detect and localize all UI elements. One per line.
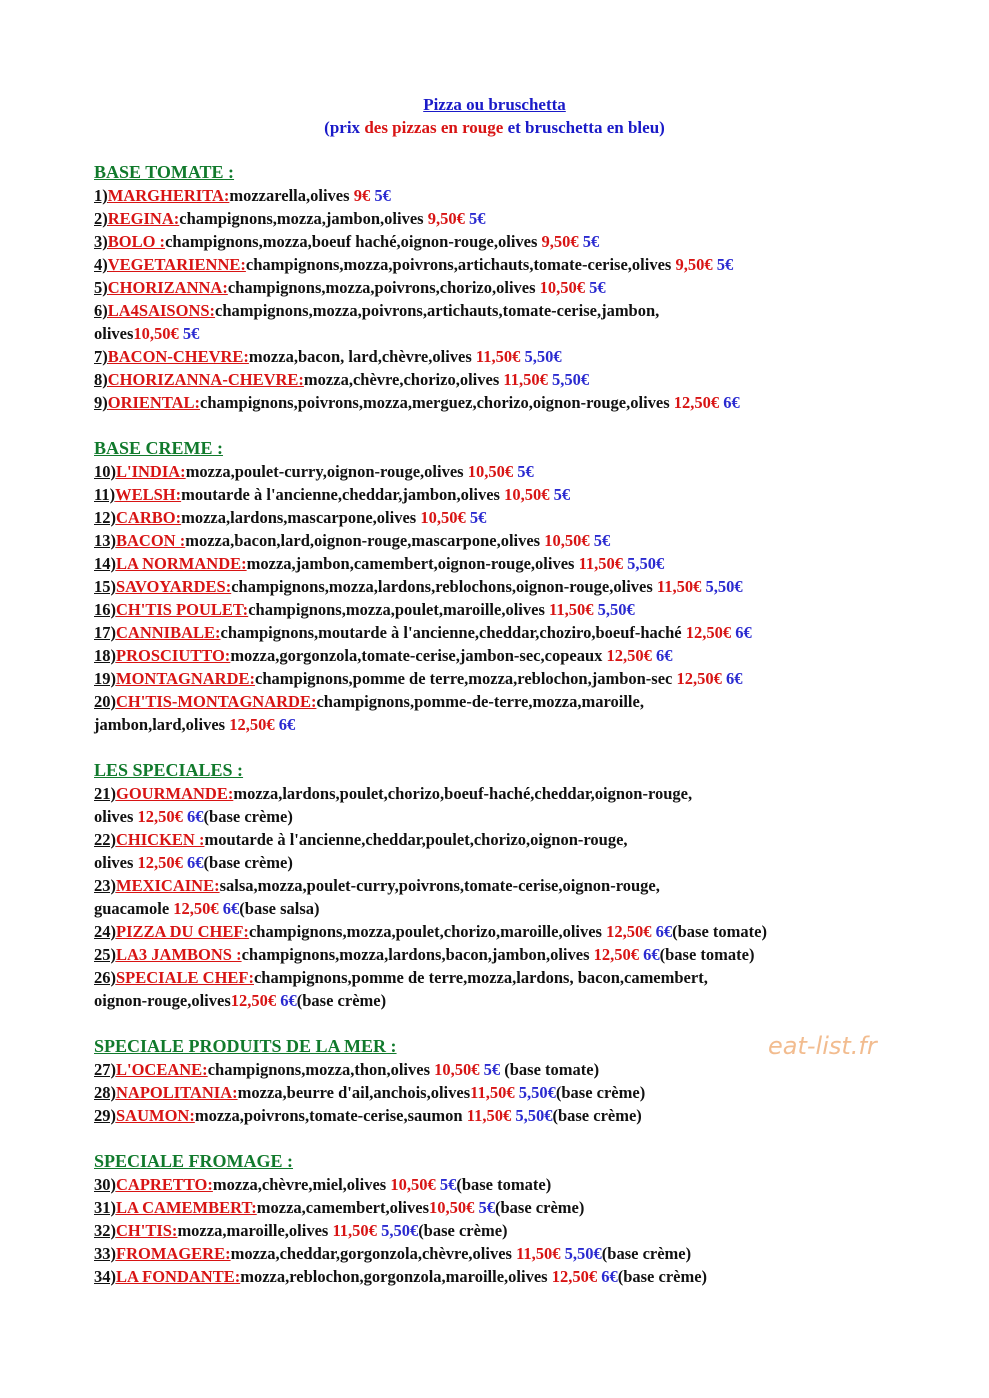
item-name: CARBO:	[116, 508, 182, 527]
menu-item	[94, 207, 954, 230]
price-pizza: 11,50€	[466, 1106, 512, 1125]
item-name: MONTAGNARDE:	[116, 669, 256, 688]
item-name: CAPRETTO:	[116, 1175, 213, 1194]
price-pizza: 10,50€	[544, 531, 590, 550]
price-pizza: 12,50€	[173, 899, 219, 918]
menu-item	[94, 1219, 954, 1242]
item-ingredients: mozza,poivrons,tomate-cerise,saumon	[194, 1106, 467, 1125]
menu-item	[94, 552, 954, 575]
item-ingredients: mozza,bacon,lard,oignon-rouge,mascarpone,olives	[185, 531, 545, 550]
item-ingredients: champignons,mozza,thon,olives	[207, 1060, 435, 1079]
menu-section	[94, 1150, 954, 1288]
price-bruschetta: 6€	[222, 899, 240, 918]
price-pizza: 12,50€	[137, 807, 183, 826]
item-ingredients-continued: olives	[94, 807, 138, 826]
item-number: 10)	[94, 462, 116, 481]
item-ingredients-continued: oignon-rouge,olives	[94, 991, 231, 1010]
price-bruschetta: 6€	[601, 1267, 618, 1286]
item-number: 8)	[94, 370, 108, 389]
item-number: 33)	[94, 1244, 116, 1263]
item-base: (base tomate)	[500, 1060, 600, 1079]
menu-item-continuation	[94, 897, 954, 920]
item-number: 27)	[94, 1060, 116, 1079]
price-bruschetta: 6€	[187, 807, 204, 826]
item-base: (base crème)	[601, 1244, 692, 1263]
item-base: (base crème)	[555, 1083, 646, 1102]
price-bruschetta: 6€	[656, 646, 673, 665]
price-pizza: 11,50€	[475, 347, 521, 366]
price-bruschetta: 5€	[589, 278, 606, 297]
item-name: GOURMANDE:	[116, 784, 234, 803]
menu-item-continuation	[94, 805, 954, 828]
item-name: BACON-CHEVRE:	[107, 347, 249, 366]
price-bruschetta: 5,50€	[627, 554, 665, 573]
menu-item	[94, 1173, 954, 1196]
item-number: 32)	[94, 1221, 116, 1240]
item-ingredients: champignons,pomme de terre,mozza,lardons, bacon,camembert,	[253, 968, 708, 987]
item-number: 17)	[94, 623, 116, 642]
item-name: REGINA:	[107, 209, 180, 228]
item-name: CHORIZANNA-CHEVRE:	[107, 370, 304, 389]
item-ingredients: champignons,mozza,poivrons,artichauts,tomate-cerise,olives	[245, 255, 676, 274]
price-pizza: 12,50€	[606, 646, 652, 665]
item-name: CH'TIS:	[116, 1221, 178, 1240]
item-name: CANNIBALE:	[116, 623, 221, 642]
item-name: LA NORMANDE:	[116, 554, 247, 573]
item-base: (base crème)	[617, 1267, 708, 1286]
item-name: BOLO :	[107, 232, 166, 251]
price-pizza: 12,50€	[606, 922, 652, 941]
item-ingredients: mozza,lardons,poulet,chorizo,boeuf-haché,cheddar,oignon-rouge,	[233, 784, 693, 803]
menu-item	[94, 368, 954, 391]
item-number: 21)	[94, 784, 116, 803]
item-ingredients: moutarde à l'ancienne,cheddar,jambon,olives	[181, 485, 505, 504]
item-name: BACON :	[116, 531, 186, 550]
price-pizza: 10,50€	[133, 324, 179, 343]
menu-item	[94, 299, 954, 322]
item-name: PROSCIUTTO:	[116, 646, 231, 665]
price-pizza: 12,50€	[230, 991, 277, 1010]
item-number: 30)	[94, 1175, 116, 1194]
price-pizza: 12,50€	[673, 393, 720, 412]
menu-item	[94, 230, 954, 253]
menu-item	[94, 943, 954, 966]
item-number: 15)	[94, 577, 116, 596]
price-pizza: 12,50€	[551, 1267, 598, 1286]
section-title: SPECIALE FROMAGE :	[94, 1151, 294, 1171]
price-pizza: 12,50€	[229, 715, 275, 734]
subtitle-red-part: des pizzas en rouge	[364, 118, 504, 137]
menu-item	[94, 1196, 954, 1219]
price-pizza: 11,50€	[503, 370, 548, 389]
subtitle-blue-part: bruschetta en bleu	[525, 118, 660, 137]
price-bruschetta: 6€	[187, 853, 204, 872]
menu-item-continuation	[94, 322, 954, 345]
item-name: CH'TIS-MONTAGNARDE:	[116, 692, 317, 711]
item-ingredients: champignons,mozza,poivrons,chorizo,olives	[227, 278, 540, 297]
price-bruschetta: 5€	[716, 255, 734, 274]
menu-subtitle	[0, 116, 989, 140]
price-bruschetta: 5,50€	[551, 370, 590, 389]
menu-item	[94, 667, 954, 690]
subtitle-and: et	[503, 118, 526, 137]
menu-item	[94, 1081, 954, 1104]
item-ingredients: mozza,camembert,olives	[256, 1198, 430, 1217]
item-name: CHICKEN :	[116, 830, 205, 849]
price-pizza: 10,50€	[390, 1175, 436, 1194]
menu-item	[94, 529, 954, 552]
price-bruschetta: 5,50€	[705, 577, 743, 596]
price-bruschetta: 5,50€	[524, 347, 562, 366]
menu-item	[94, 966, 954, 989]
item-number: 26)	[94, 968, 116, 987]
menu-section	[94, 437, 954, 736]
item-number: 20)	[94, 692, 116, 711]
menu-item	[94, 920, 954, 943]
item-number: 3)	[94, 232, 108, 251]
menu-content	[94, 161, 954, 1311]
menu-item	[94, 1058, 954, 1081]
item-base: (base tomate)	[672, 922, 767, 941]
menu-item	[94, 874, 954, 897]
item-name: CH'TIS POULET:	[116, 600, 249, 619]
item-number: 22)	[94, 830, 116, 849]
item-ingredients: salsa,mozza,poulet-curry,poivrons,tomate-cerise,oignon-rouge,	[219, 876, 660, 895]
item-ingredients: champignons,mozza,boeuf haché,oignon-rouge,olives	[165, 232, 542, 251]
price-pizza: 11,50€	[516, 1244, 561, 1263]
item-name: CHORIZANNA:	[107, 278, 228, 297]
menu-item-continuation	[94, 713, 954, 736]
price-pizza: 12,50€	[137, 853, 183, 872]
subtitle-close: )	[659, 118, 665, 137]
item-name: FROMAGERE:	[116, 1244, 231, 1263]
menu-header	[0, 94, 989, 140]
menu-title: Pizza ou bruschetta	[423, 95, 566, 114]
menu-item	[94, 575, 954, 598]
price-bruschetta: 6€	[655, 922, 673, 941]
section-title: SPECIALE PRODUITS DE LA MER :	[94, 1036, 397, 1056]
item-name: WELSH:	[115, 485, 182, 504]
price-pizza: 10,50€	[467, 462, 514, 481]
item-number: 5)	[94, 278, 108, 297]
price-pizza: 10,50€	[434, 1060, 480, 1079]
item-name: LA3 JAMBONS :	[116, 945, 242, 964]
item-number: 31)	[94, 1198, 116, 1217]
item-ingredients: mozza,gorgonzola,tomate-cerise,jambon-sec,copeaux	[230, 646, 607, 665]
item-number: 24)	[94, 922, 116, 941]
item-ingredients: champignons,moutarde à l'ancienne,cheddar,choziro,boeuf-haché	[220, 623, 686, 642]
menu-item	[94, 1265, 954, 1288]
item-ingredients: champignons,pomme-de-terre,mozza,maroille,	[316, 692, 644, 711]
item-ingredients: moutarde à l'ancienne,cheddar,poulet,chorizo,oignon-rouge,	[204, 830, 628, 849]
item-name: SPECIALE CHEF:	[116, 968, 254, 987]
menu-item	[94, 782, 954, 805]
item-base: (base crème)	[495, 1198, 585, 1217]
item-number: 34)	[94, 1267, 116, 1286]
item-ingredients: mozza,jambon,camembert,oignon-rouge,olives	[246, 554, 579, 573]
price-pizza: 9,50€	[541, 232, 579, 251]
price-bruschetta: 6€	[726, 669, 743, 688]
menu-item	[94, 598, 954, 621]
price-bruschetta: 5€	[439, 1175, 457, 1194]
item-name: L'INDIA:	[116, 462, 186, 481]
price-bruschetta: 5€	[468, 209, 486, 228]
item-ingredients: champignons,mozza,lardons,reblochons,oignon-rouge,olives	[231, 577, 657, 596]
item-number: 11)	[94, 485, 116, 504]
item-base: (base crème)	[418, 1221, 508, 1240]
menu-section	[94, 759, 954, 1012]
item-base: (base crème)	[203, 807, 293, 826]
section-title: BASE TOMATE :	[94, 162, 235, 182]
price-bruschetta: 5€	[182, 324, 200, 343]
item-ingredients: champignons,poivrons,mozza,merguez,chorizo,oignon-rouge,olives	[200, 393, 674, 412]
item-number: 19)	[94, 669, 116, 688]
item-number: 13)	[94, 531, 116, 550]
item-ingredients: mozza,chèvre,chorizo,olives	[303, 370, 504, 389]
price-pizza: 11,50€	[332, 1221, 377, 1240]
item-name: L'OCEANE:	[116, 1060, 208, 1079]
price-bruschetta: 6€	[643, 945, 660, 964]
price-bruschetta: 6€	[735, 623, 752, 642]
item-name: MARGHERITA:	[107, 186, 230, 205]
item-ingredients-continued: jambon,lard,olives	[94, 715, 230, 734]
price-bruschetta: 5,50€	[518, 1083, 556, 1102]
item-base: (base salsa)	[239, 899, 320, 918]
menu-item	[94, 483, 954, 506]
item-name: NAPOLITANIA:	[116, 1083, 238, 1102]
price-bruschetta: 5,50€	[597, 600, 635, 619]
price-bruschetta: 5€	[483, 1060, 501, 1079]
price-bruschetta: 5,50€	[381, 1221, 419, 1240]
item-base: (base crème)	[203, 853, 293, 872]
menu-item	[94, 1242, 954, 1265]
item-number: 1)	[94, 186, 108, 205]
item-name: MEXICAINE:	[116, 876, 220, 895]
item-ingredients: mozza,beurre d'ail,anchois,olives	[237, 1083, 471, 1102]
price-bruschetta: 5€	[582, 232, 600, 251]
price-bruschetta: 6€	[280, 991, 297, 1010]
item-number: 2)	[94, 209, 108, 228]
price-bruschetta: 5€	[478, 1198, 496, 1217]
item-ingredients: champignons,mozza,poulet,maroille,olives	[248, 600, 549, 619]
item-number: 28)	[94, 1083, 116, 1102]
item-number: 7)	[94, 347, 108, 366]
price-pizza: 12,50€	[676, 669, 722, 688]
price-pizza: 11,50€	[656, 577, 702, 596]
price-pizza: 11,50€	[470, 1083, 515, 1102]
price-pizza: 10,50€	[539, 278, 586, 297]
item-number: 14)	[94, 554, 116, 573]
item-number: 6)	[94, 301, 108, 320]
price-pizza: 12,50€	[685, 623, 732, 642]
item-ingredients: mozza,poulet-curry,oignon-rouge,olives	[185, 462, 468, 481]
menu-item	[94, 828, 954, 851]
item-name: LA FONDANTE:	[116, 1267, 241, 1286]
item-ingredients-continued: olives	[94, 853, 138, 872]
item-ingredients: champignons,mozza,jambon,olives	[179, 209, 428, 228]
item-number: 18)	[94, 646, 116, 665]
price-bruschetta: 5€	[469, 508, 487, 527]
item-name: LA4SAISONS:	[107, 301, 216, 320]
item-number: 25)	[94, 945, 116, 964]
section-title: LES SPECIALES :	[94, 760, 244, 780]
price-pizza: 10,50€	[429, 1198, 475, 1217]
menu-item	[94, 345, 954, 368]
item-name: PIZZA DU CHEF:	[116, 922, 249, 941]
price-pizza: 10,50€	[504, 485, 550, 504]
item-ingredients: mozza,cheddar,gorgonzola,chèvre,olives	[230, 1244, 517, 1263]
item-ingredients: champignons,mozza,lardons,bacon,jambon,olives	[241, 945, 594, 964]
item-name: LA CAMEMBERT:	[116, 1198, 257, 1217]
item-number: 12)	[94, 508, 116, 527]
item-number: 29)	[94, 1106, 116, 1125]
item-ingredients: mozza,chèvre,miel,olives	[212, 1175, 391, 1194]
menu-item	[94, 1104, 954, 1127]
item-ingredients: champignons,mozza,poulet,chorizo,maroille,olives	[248, 922, 607, 941]
item-name: VEGETARIENNE:	[107, 255, 246, 274]
price-bruschetta: 6€	[278, 715, 296, 734]
item-number: 23)	[94, 876, 116, 895]
price-pizza: 9,50€	[427, 209, 465, 228]
price-bruschetta: 5€	[553, 485, 571, 504]
price-bruschetta: 5,50€	[564, 1244, 602, 1263]
item-base: (base tomate)	[456, 1175, 552, 1194]
price-pizza: 11,50€	[549, 600, 594, 619]
subtitle-open: (prix	[324, 118, 365, 137]
price-pizza: 10,50€	[420, 508, 466, 527]
price-pizza: 12,50€	[593, 945, 640, 964]
price-bruschetta: 5€	[374, 186, 391, 205]
item-ingredients: champignons,mozza,poivrons,artichauts,tomate-cerise,jambon,	[215, 301, 660, 320]
price-pizza: 9,50€	[675, 255, 713, 274]
menu-item	[94, 460, 954, 483]
menu-item	[94, 253, 954, 276]
menu-item	[94, 644, 954, 667]
item-base: (base tomate)	[659, 945, 755, 964]
menu-item	[94, 184, 954, 207]
item-number: 4)	[94, 255, 108, 274]
item-ingredients: mozzarella,olives	[229, 186, 354, 205]
item-ingredients: mozza,lardons,mascarpone,olives	[181, 508, 421, 527]
item-number: 9)	[94, 393, 108, 412]
menu-item	[94, 506, 954, 529]
price-bruschetta: 5€	[593, 531, 611, 550]
price-pizza: 11,50€	[578, 554, 624, 573]
item-base: (base crème)	[552, 1106, 642, 1125]
section-title: BASE CREME :	[94, 438, 224, 458]
price-bruschetta: 5,50€	[515, 1106, 553, 1125]
item-ingredients: mozza,bacon, lard,chèvre,olives	[248, 347, 476, 366]
item-ingredients: mozza,maroille,olives	[177, 1221, 333, 1240]
item-name: ORIENTAL:	[107, 393, 201, 412]
menu-item-continuation	[94, 989, 954, 1012]
menu-item-continuation	[94, 851, 954, 874]
item-name: SAUMON:	[116, 1106, 195, 1125]
item-name: SAVOYARDES:	[116, 577, 232, 596]
item-ingredients-continued: guacamole	[94, 899, 174, 918]
menu-item	[94, 391, 954, 414]
watermark: eat-list.fr	[768, 1032, 877, 1060]
price-pizza: 9€	[353, 186, 371, 205]
item-ingredients: champignons,pomme de terre,mozza,reblochon,jambon-sec	[255, 669, 677, 688]
item-number: 16)	[94, 600, 116, 619]
item-ingredients: mozza,reblochon,gorgonzola,maroille,olives	[240, 1267, 552, 1286]
item-ingredients-continued: olives	[94, 324, 134, 343]
price-bruschetta: 5€	[517, 462, 534, 481]
price-bruschetta: 6€	[723, 393, 740, 412]
menu-item	[94, 621, 954, 644]
menu-item	[94, 690, 954, 713]
item-base: (base crème)	[296, 991, 387, 1010]
menu-section	[94, 161, 954, 414]
menu-item	[94, 276, 954, 299]
